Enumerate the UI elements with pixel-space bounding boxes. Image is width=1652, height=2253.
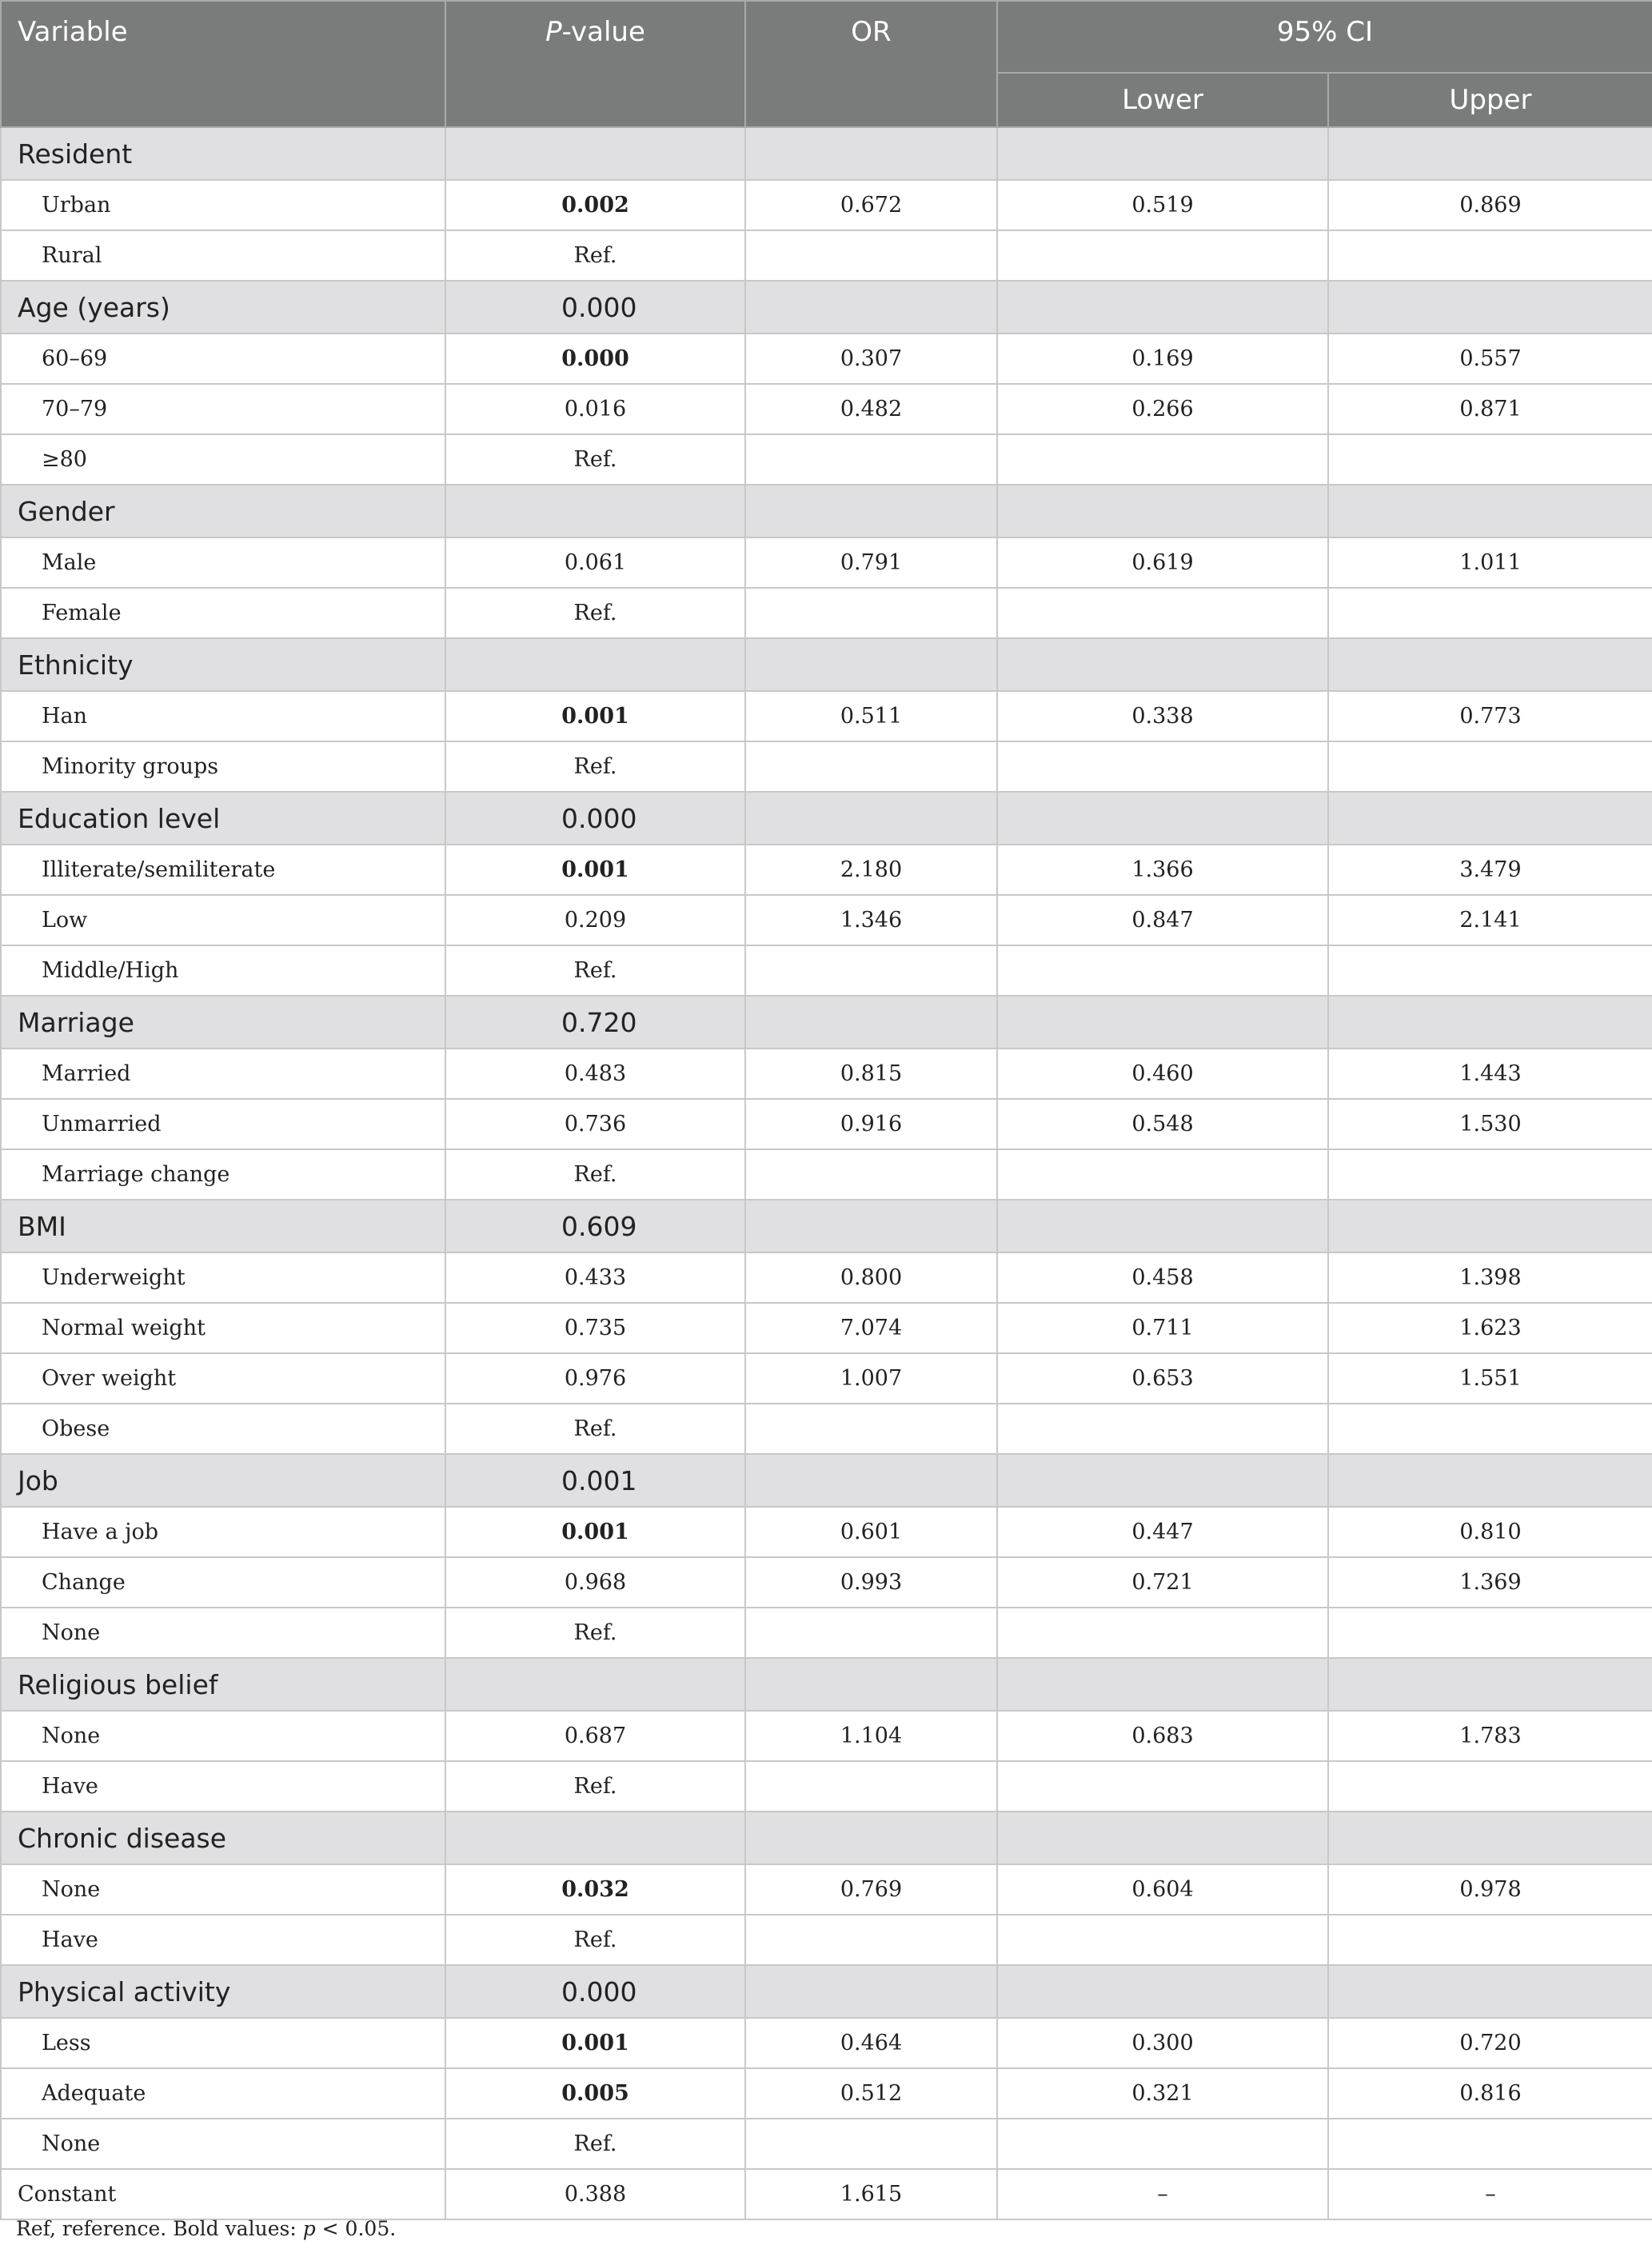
or-cell: 7.074 (745, 1303, 997, 1353)
row-label: Have (1, 1761, 445, 1812)
p-value-cell: Ref. (445, 230, 745, 281)
upper-cell (1328, 1915, 1652, 1965)
group-p-value (445, 485, 745, 537)
or-cell (745, 1658, 997, 1711)
group-header-row (1, 281, 1652, 334)
or-cell (745, 1915, 997, 1965)
row-label: Female (1, 588, 445, 638)
lower-cell: 0.711 (997, 1303, 1328, 1353)
or-cell: 0.916 (745, 1099, 997, 1149)
upper-cell (1328, 1149, 1652, 1200)
header-upper: Upper (1328, 73, 1652, 127)
row-label: Illiterate/semiliterate (1, 845, 445, 895)
or-cell (745, 485, 997, 537)
or-cell: 1.346 (745, 895, 997, 945)
row-label: Married (1, 1049, 445, 1099)
table-row (1, 1507, 1652, 1557)
upper-cell: 1.783 (1328, 1711, 1652, 1761)
table-row (1, 537, 1652, 588)
lower-cell (997, 638, 1328, 691)
lower-cell: 0.619 (997, 537, 1328, 588)
or-cell: 0.800 (745, 1252, 997, 1303)
group-p-value (445, 127, 745, 180)
upper-cell: 1.369 (1328, 1557, 1652, 1608)
upper-cell (1328, 434, 1652, 485)
p-value-cell: Ref. (445, 2119, 745, 2169)
or-cell: 0.307 (745, 334, 997, 384)
row-label: Low (1, 895, 445, 945)
table-row (1, 2068, 1652, 2119)
row-label: None (1, 2119, 445, 2169)
p-value-cell: 0.433 (445, 1252, 745, 1303)
upper-cell: – (1328, 2169, 1652, 2219)
table-footnote (16, 2217, 396, 2240)
header-or: OR (745, 1, 997, 127)
or-cell (745, 281, 997, 334)
row-label: 60–69 (1, 334, 445, 384)
row-label: Unmarried (1, 1099, 445, 1149)
upper-cell (1328, 792, 1652, 845)
group-label: Chronic disease (1, 1812, 445, 1864)
lower-cell: 0.604 (997, 1864, 1328, 1915)
table-row (1, 845, 1652, 895)
group-p-value: 0.000 (445, 281, 745, 334)
table-row (1, 1915, 1652, 1965)
p-value-cell: Ref. (445, 1608, 745, 1658)
lower-cell (997, 230, 1328, 281)
upper-cell (1328, 588, 1652, 638)
row-label: Marriage change (1, 1149, 445, 1200)
table-header (1, 1, 1652, 127)
p-value-cell: 0.735 (445, 1303, 745, 1353)
row-label: Have (1, 1915, 445, 1965)
lower-cell (997, 127, 1328, 180)
upper-cell: 2.141 (1328, 895, 1652, 945)
upper-cell (1328, 945, 1652, 996)
p-value-cell: Ref. (445, 1404, 745, 1454)
upper-cell: 0.810 (1328, 1507, 1652, 1557)
upper-cell: 0.871 (1328, 384, 1652, 434)
lower-cell: 0.169 (997, 334, 1328, 384)
lower-cell: 0.548 (997, 1099, 1328, 1149)
lower-cell (997, 1965, 1328, 2018)
p-value-cell: Ref. (445, 945, 745, 996)
or-cell: 0.482 (745, 384, 997, 434)
or-cell (745, 1404, 997, 1454)
header-p-value (445, 1, 745, 127)
or-cell: 1.007 (745, 1353, 997, 1404)
upper-cell (1328, 1404, 1652, 1454)
upper-cell: 1.623 (1328, 1303, 1652, 1353)
table-row (1, 1099, 1652, 1149)
table-row (1, 180, 1652, 230)
upper-cell (1328, 638, 1652, 691)
upper-cell: 0.557 (1328, 334, 1652, 384)
table-row (1, 1353, 1652, 1404)
upper-cell (1328, 1658, 1652, 1711)
p-value-cell: Ref. (445, 741, 745, 792)
p-value-cell: 0.001 (445, 2018, 745, 2068)
p-value-cell: 0.976 (445, 1353, 745, 1404)
table-body (1, 127, 1652, 2219)
upper-cell (1328, 1454, 1652, 1507)
or-cell: 0.601 (745, 1507, 997, 1557)
or-cell (745, 1200, 997, 1252)
upper-cell: 1.530 (1328, 1099, 1652, 1149)
or-cell (745, 127, 997, 180)
upper-cell (1328, 485, 1652, 537)
lower-cell (997, 588, 1328, 638)
upper-cell (1328, 2119, 1652, 2169)
row-label: Urban (1, 180, 445, 230)
lower-cell: 0.721 (997, 1557, 1328, 1608)
p-value-cell: Ref. (445, 434, 745, 485)
p-value-cell: Ref. (445, 588, 745, 638)
p-value-cell: 0.001 (445, 691, 745, 741)
group-p-value (445, 638, 745, 691)
lower-cell (997, 2119, 1328, 2169)
p-value-cell: Ref. (445, 1761, 745, 1812)
or-cell: 2.180 (745, 845, 997, 895)
row-label: Constant (1, 2169, 445, 2219)
group-p-value: 0.720 (445, 996, 745, 1049)
group-label: Gender (1, 485, 445, 537)
p-value-cell: 0.032 (445, 1864, 745, 1915)
table-row (1, 384, 1652, 434)
lower-cell (997, 1454, 1328, 1507)
footnote-threshold: < 0.05. (315, 2217, 397, 2240)
p-value-cell: 0.002 (445, 180, 745, 230)
lower-cell: 0.683 (997, 1711, 1328, 1761)
or-cell (745, 1965, 997, 2018)
or-cell (745, 1454, 997, 1507)
row-label: Minority groups (1, 741, 445, 792)
or-cell: 0.511 (745, 691, 997, 741)
table-row (1, 434, 1652, 485)
upper-cell (1328, 127, 1652, 180)
upper-cell (1328, 1761, 1652, 1812)
group-label: Ethnicity (1, 638, 445, 691)
row-label: Normal weight (1, 1303, 445, 1353)
footnote-p: p (302, 2217, 316, 2240)
or-cell: 0.993 (745, 1557, 997, 1608)
or-cell: 0.512 (745, 2068, 997, 2119)
table-row (1, 691, 1652, 741)
or-cell (745, 792, 997, 845)
group-p-value (445, 1658, 745, 1711)
group-label: Resident (1, 127, 445, 180)
table-row (1, 1252, 1652, 1303)
p-value-cell: 0.483 (445, 1049, 745, 1099)
group-label: Religious belief (1, 1658, 445, 1711)
lower-cell: 1.366 (997, 845, 1328, 895)
header-variable: Variable (1, 1, 445, 127)
p-value-cell: 0.061 (445, 537, 745, 588)
or-cell (745, 230, 997, 281)
lower-cell (997, 1200, 1328, 1252)
lower-cell: 0.519 (997, 180, 1328, 230)
or-cell: 0.672 (745, 180, 997, 230)
upper-cell (1328, 1608, 1652, 1658)
row-label: Han (1, 691, 445, 741)
upper-cell: 1.398 (1328, 1252, 1652, 1303)
p-value-cell: 0.001 (445, 845, 745, 895)
or-cell (745, 1149, 997, 1200)
group-p-value: 0.001 (445, 1454, 745, 1507)
table-row (1, 895, 1652, 945)
upper-cell: 0.773 (1328, 691, 1652, 741)
group-header-row (1, 1454, 1652, 1507)
lower-cell (997, 1404, 1328, 1454)
lower-cell (997, 281, 1328, 334)
row-label: Male (1, 537, 445, 588)
group-label: Marriage (1, 996, 445, 1049)
table-row (1, 741, 1652, 792)
or-cell: 0.464 (745, 2018, 997, 2068)
row-label: Less (1, 2018, 445, 2068)
row-label: Middle/High (1, 945, 445, 996)
or-cell (745, 2119, 997, 2169)
p-value-cell: 0.388 (445, 2169, 745, 2219)
lower-cell (997, 741, 1328, 792)
table-row (1, 1608, 1652, 1658)
table-row (1, 2018, 1652, 2068)
lower-cell: 0.300 (997, 2018, 1328, 2068)
p-value-cell: 0.016 (445, 384, 745, 434)
row-label: Have a job (1, 1507, 445, 1557)
p-value-cell: 0.736 (445, 1099, 745, 1149)
upper-cell: 0.816 (1328, 2068, 1652, 2119)
group-label: Age (years) (1, 281, 445, 334)
table-row (1, 334, 1652, 384)
lower-cell: 0.458 (997, 1252, 1328, 1303)
group-header-row (1, 1658, 1652, 1711)
p-value-cell: 0.000 (445, 334, 745, 384)
lower-cell (997, 1915, 1328, 1965)
group-p-value (445, 1812, 745, 1864)
row-label: 70–79 (1, 384, 445, 434)
row-label: Underweight (1, 1252, 445, 1303)
p-value-cell: Ref. (445, 1149, 745, 1200)
table-row (1, 1303, 1652, 1353)
lower-cell (997, 1608, 1328, 1658)
table-row (1, 588, 1652, 638)
group-header-row (1, 996, 1652, 1049)
lower-cell: 0.321 (997, 2068, 1328, 2119)
lower-cell (997, 792, 1328, 845)
lower-cell (997, 1812, 1328, 1864)
header-95-ci: 95% CI (997, 1, 1652, 73)
row-label: None (1, 1864, 445, 1915)
upper-cell: 0.720 (1328, 2018, 1652, 2068)
or-cell (745, 1608, 997, 1658)
row-label: Rural (1, 230, 445, 281)
lower-cell (997, 434, 1328, 485)
table-row (1, 1711, 1652, 1761)
upper-cell: 0.978 (1328, 1864, 1652, 1915)
group-label: Education level (1, 792, 445, 845)
or-cell (745, 1812, 997, 1864)
group-label: Physical activity (1, 1965, 445, 2018)
row-label: Change (1, 1557, 445, 1608)
or-cell: 0.769 (745, 1864, 997, 1915)
upper-cell: 1.443 (1328, 1049, 1652, 1099)
lower-cell: 0.266 (997, 384, 1328, 434)
group-p-value: 0.000 (445, 1965, 745, 2018)
or-cell: 1.615 (745, 2169, 997, 2219)
p-value-cell: 0.005 (445, 2068, 745, 2119)
lower-cell: – (997, 2169, 1328, 2219)
lower-cell: 0.460 (997, 1049, 1328, 1099)
lower-cell: 0.338 (997, 691, 1328, 741)
group-header-row (1, 1812, 1652, 1864)
table-row (1, 1404, 1652, 1454)
or-cell (745, 638, 997, 691)
upper-cell (1328, 281, 1652, 334)
group-header-row (1, 127, 1652, 180)
header-p-suffix: -value (561, 16, 645, 48)
upper-cell (1328, 1200, 1652, 1252)
p-value-cell: Ref. (445, 1915, 745, 1965)
row-label: Obese (1, 1404, 445, 1454)
p-value-cell: 0.968 (445, 1557, 745, 1608)
or-cell (745, 434, 997, 485)
or-cell: 0.791 (745, 537, 997, 588)
or-cell (745, 945, 997, 996)
group-p-value: 0.609 (445, 1200, 745, 1252)
lower-cell: 0.847 (997, 895, 1328, 945)
upper-cell: 1.011 (1328, 537, 1652, 588)
table-row (1, 1149, 1652, 1200)
lower-cell: 0.447 (997, 1507, 1328, 1557)
table-row (1, 945, 1652, 996)
row-label: None (1, 1608, 445, 1658)
row-label: Adequate (1, 2068, 445, 2119)
header-p-italic: P (545, 16, 562, 48)
or-cell: 0.815 (745, 1049, 997, 1099)
lower-cell (997, 996, 1328, 1049)
p-value-cell: 0.209 (445, 895, 745, 945)
footnote-text: Ref, reference. Bold values: (16, 2217, 303, 2240)
row-label: Over weight (1, 1353, 445, 1404)
group-header-row (1, 792, 1652, 845)
upper-cell: 3.479 (1328, 845, 1652, 895)
lower-cell (997, 485, 1328, 537)
or-cell (745, 588, 997, 638)
upper-cell: 0.869 (1328, 180, 1652, 230)
upper-cell (1328, 1812, 1652, 1864)
upper-cell (1328, 741, 1652, 792)
table-row (1, 1049, 1652, 1099)
p-value-cell: 0.001 (445, 1507, 745, 1557)
or-cell: 1.104 (745, 1711, 997, 1761)
lower-cell (997, 945, 1328, 996)
lower-cell: 0.653 (997, 1353, 1328, 1404)
table-row (1, 1864, 1652, 1915)
upper-cell (1328, 1965, 1652, 2018)
row-label: None (1, 1711, 445, 1761)
p-value-cell: 0.687 (445, 1711, 745, 1761)
upper-cell (1328, 230, 1652, 281)
lower-cell (997, 1149, 1328, 1200)
upper-cell (1328, 996, 1652, 1049)
group-header-row (1, 485, 1652, 537)
or-cell (745, 1761, 997, 1812)
or-cell (745, 996, 997, 1049)
group-label: Job (1, 1454, 445, 1507)
header-lower: Lower (997, 73, 1328, 127)
group-label: BMI (1, 1200, 445, 1252)
group-p-value: 0.000 (445, 792, 745, 845)
upper-cell: 1.551 (1328, 1353, 1652, 1404)
or-cell (745, 741, 997, 792)
lower-cell (997, 1658, 1328, 1711)
table-row (1, 1761, 1652, 1812)
row-label: ≥80 (1, 434, 445, 485)
lower-cell (997, 1761, 1328, 1812)
constant-row (1, 2169, 1652, 2219)
table-row (1, 1557, 1652, 1608)
group-header-row (1, 1965, 1652, 2018)
group-header-row (1, 1200, 1652, 1252)
table-row (1, 2119, 1652, 2169)
group-header-row (1, 638, 1652, 691)
table-row (1, 230, 1652, 281)
